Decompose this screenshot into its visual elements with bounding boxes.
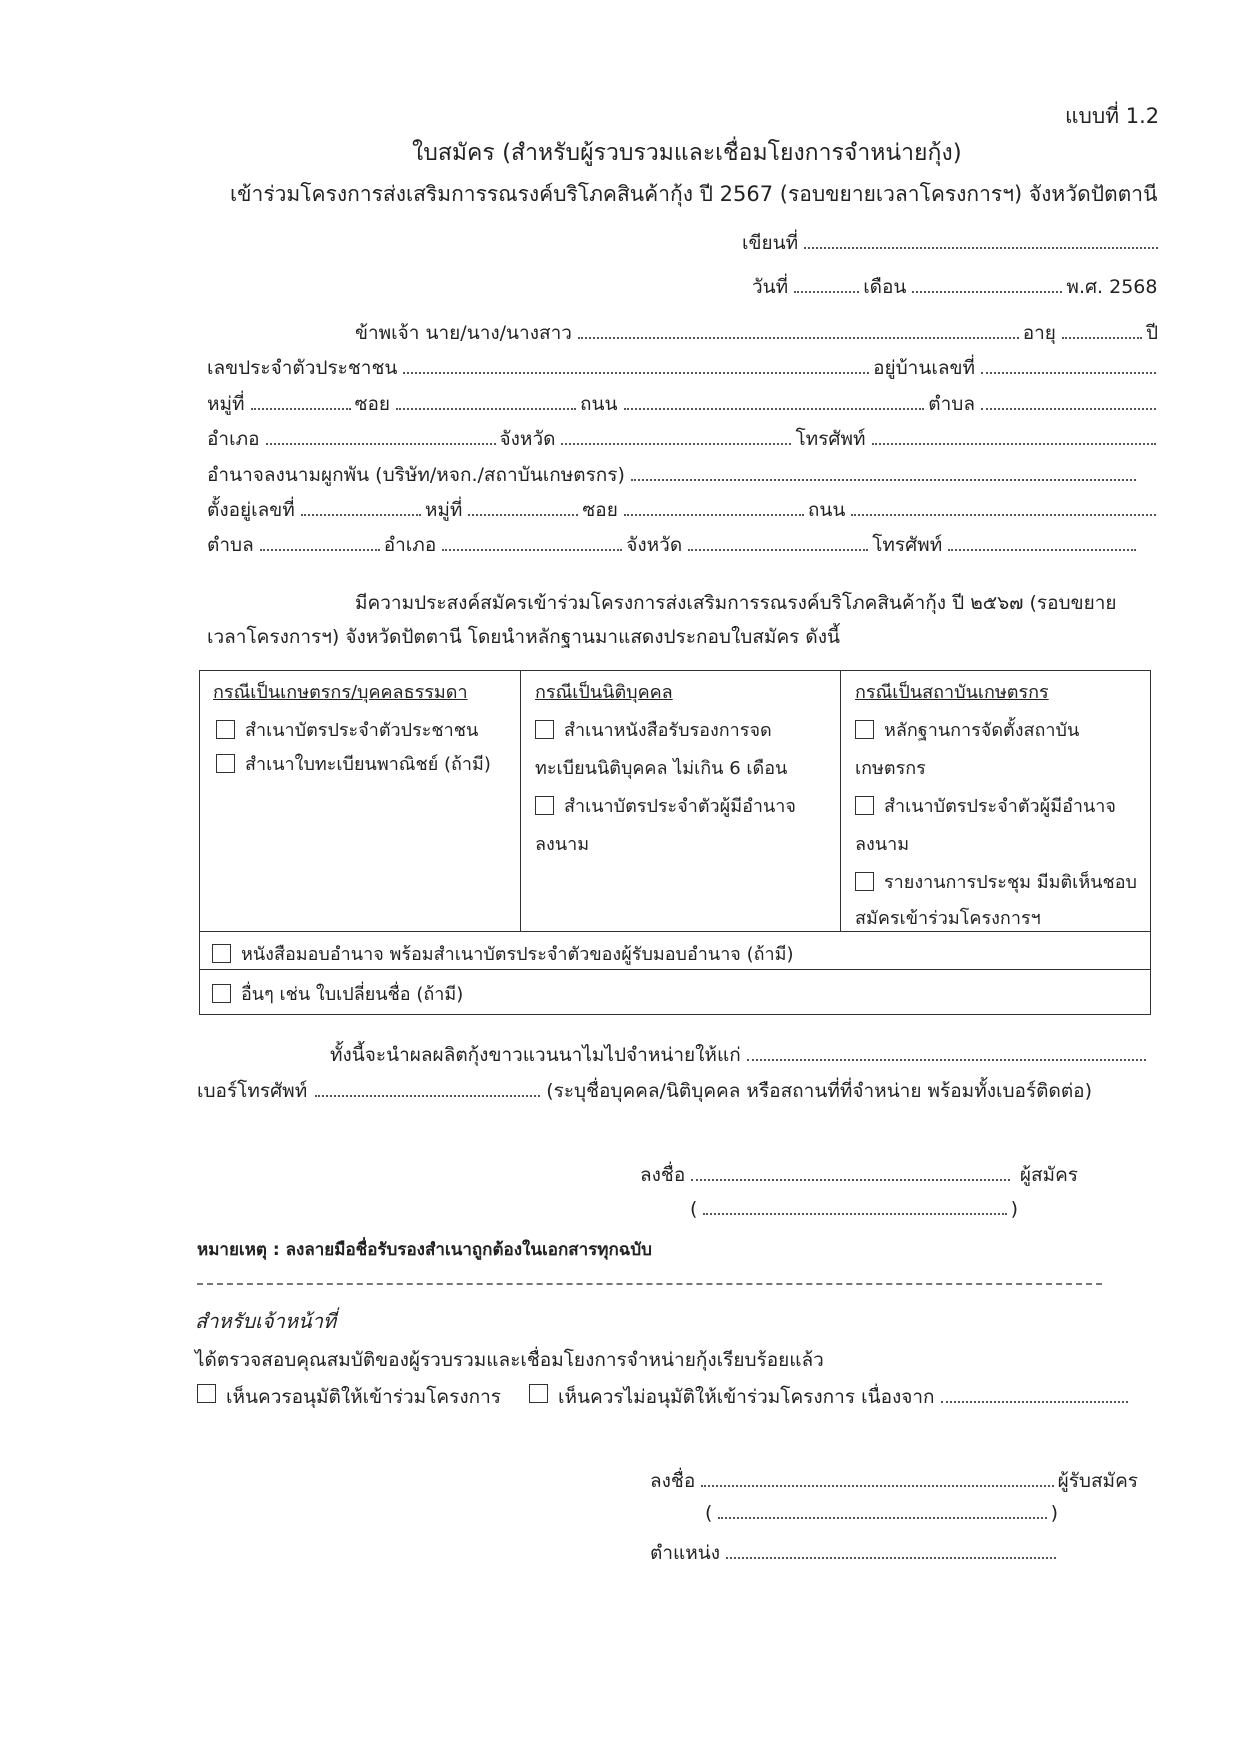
intent-line-1: มีความประสงค์สมัครเข้าร่วมโครงการส่งเสริมการรณรงค์บริโภคสินค้ากุ้ง ปี ๒๕๖๗ (รอบขยาย [355, 592, 1117, 614]
applicant-id-row[interactable]: เลขประจำตัวประชาชน อยู่บ้านเลขที่ [207, 353, 1160, 383]
checkbox-icon[interactable] [855, 720, 874, 739]
phone-row[interactable]: เบอร์โทรศัพท์ (ระบุชื่อบุคคล/นิติบุคคล หรือสถานที่ที่จำหน่าย พร้อมทั้งเบอร์ติดต่อ) [197, 1080, 1093, 1102]
reject-checkbox[interactable] [529, 1384, 548, 1403]
checkbox-icon[interactable] [855, 796, 874, 815]
reject-reason-field[interactable] [941, 1387, 1128, 1403]
column-heading: กรณีเป็นนิติบุคคล [535, 682, 673, 703]
checkbox-icon[interactable] [212, 944, 231, 963]
separator [197, 1283, 1102, 1285]
officer-name-paren[interactable]: ( ) [705, 1502, 1058, 1524]
form-subtitle: เข้าร่วมโครงการส่งเสริมการรณรงค์บริโภคสินค้ากุ้ง ปี 2567 (รอบขยายเวลาโครงการฯ) จังหวัดปัตตานี [230, 182, 1158, 206]
date-field[interactable]: วันที่ เดือน พ.ศ. 2568 [752, 276, 1158, 298]
checkbox-item[interactable]: สำเนาใบทะเบียนพาณิชย์ (ถ้ามี) [216, 749, 491, 778]
officer-signature[interactable]: ลงชื่อ ผู้รับสมัคร [650, 1470, 1138, 1492]
checkbox-item[interactable]: สำเนาหนังสือรับรองการจด [535, 715, 772, 744]
item-continuation: สมัครเข้าร่วมโครงการฯ [855, 908, 1041, 929]
checkbox-item[interactable]: หนังสือมอบอำนาจ พร้อมสำเนาบัตรประจำตัวของผู้รับมอบอำนาจ (ถ้ามี) [212, 939, 793, 968]
officer-decision-row [197, 1382, 1132, 1412]
located-district-row[interactable]: ตำบล อำเภอ จังหวัด โทรศัพท์ [207, 530, 1140, 560]
checkbox-icon[interactable] [855, 872, 874, 891]
authorized-row[interactable]: อำนาจลงนามผูกพัน (บริษัท/หจก./สถาบันเกษตรกร) [207, 460, 1140, 490]
checkbox-item[interactable]: อื่นๆ เช่น ใบเปลี่ยนชื่อ (ถ้ามี) [212, 979, 463, 1008]
column-heading: กรณีเป็นเกษตรกร/บุคคลธรรมดา [213, 682, 468, 703]
item-continuation: ทะเบียนนิติบุคคล ไม่เกิน 6 เดือน [535, 758, 788, 779]
divider [200, 931, 1150, 932]
checkbox-item[interactable]: หลักฐานการจัดตั้งสถาบัน [855, 715, 1079, 744]
checkbox-item[interactable]: รายงานการประชุม มีมติเห็นชอบ [855, 867, 1137, 896]
checkbox-item[interactable]: สำเนาบัตรประจำตัวประชาชน [216, 715, 478, 744]
approve-label: เห็นควรอนุมัติให้เข้าร่วมโครงการ [226, 1386, 501, 1408]
form-number: แบบที่ 1.2 [1065, 104, 1160, 128]
located-row[interactable]: ตั้งอยู่เลขที่ หมู่ที่ ซอย ถนน [207, 495, 1160, 525]
remark: หมายเหตุ : ลงลายมือชื่อรับรองสำเนาถูกต้องในเอกสารทุกฉบับ [197, 1240, 652, 1260]
intent-line-2: เวลาโครงการฯ) จังหวัดปัตตานี โดยนำหลักฐานมาแสดงประกอบใบสมัคร ดังนี้ [207, 626, 841, 648]
checkbox-icon[interactable] [535, 720, 554, 739]
column-individual [200, 671, 521, 931]
checkbox-icon[interactable] [212, 984, 231, 1003]
column-heading: กรณีเป็นสถาบันเกษตรกร [855, 682, 1049, 703]
applicant-signature[interactable]: ลงชื่อ ผู้สมัคร [640, 1164, 1078, 1186]
checkbox-icon[interactable] [535, 796, 554, 815]
column-juristic [521, 671, 841, 931]
applicant-address-row[interactable]: หมู่ที่ ซอย ถนน ตำบล [207, 389, 1160, 419]
documents-table [199, 670, 1151, 1015]
applicant-name-paren[interactable]: ( ) [690, 1198, 1018, 1220]
sale-row[interactable]: ทั้งนี้จะนำผลผลิตกุ้งขาวแวนนาไมไปจำหน่ายให้แก่ [330, 1040, 1150, 1070]
checkbox-item[interactable]: สำเนาบัตรประจำตัวผู้มีอำนาจ [535, 791, 796, 820]
officer-checked-line: ได้ตรวจสอบคุณสมบัติของผู้รวบรวมและเชื่อมโยงการจำหน่ายกุ้งเรียบร้อยแล้ว [195, 1349, 824, 1371]
divider [200, 969, 1150, 970]
column-institution [841, 671, 1150, 931]
approve-checkbox[interactable] [197, 1384, 216, 1403]
checkbox-item[interactable]: สำเนาบัตรประจำตัวผู้มีอำนาจ [855, 791, 1116, 820]
item-continuation: ลงนาม [535, 834, 590, 855]
checkbox-icon[interactable] [216, 720, 235, 739]
checkbox-icon[interactable] [216, 754, 235, 773]
item-continuation: เกษตรกร [855, 758, 926, 779]
applicant-name-row[interactable]: ข้าพเจ้า นาย/นาง/นางสาว อายุ ปี [355, 322, 1158, 344]
written-at-field[interactable]: เขียนที่ [742, 228, 1162, 258]
form-title: ใบสมัคร (สำหรับผู้รวบรวมและเชื่อมโยงการจำหน่ายกุ้ง) [412, 140, 962, 166]
officer-position[interactable]: ตำแหน่ง [650, 1538, 1060, 1568]
item-continuation: ลงนาม [855, 834, 910, 855]
applicant-district-row[interactable]: อำเภอ จังหวัด โทรศัพท์ [207, 424, 1160, 454]
reject-label: เห็นควรไม่อนุมัติให้เข้าร่วมโครงการ เนื่องจาก [557, 1386, 935, 1408]
officer-heading: สำหรับเจ้าหน้าที่ [195, 1309, 337, 1333]
